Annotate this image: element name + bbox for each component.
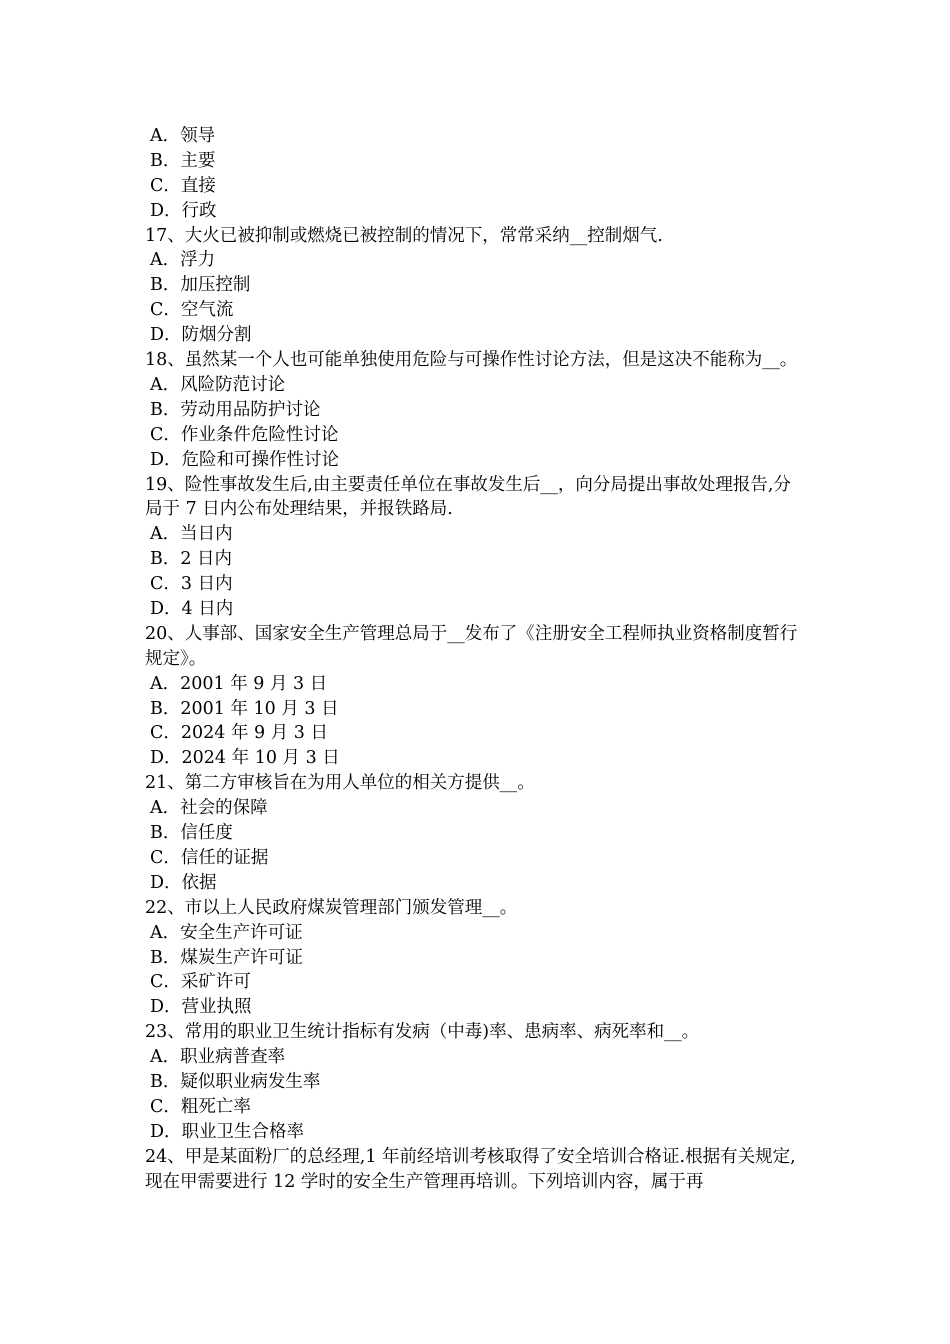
question-23 — [145, 1020, 808, 1144]
option-d: D．2024 年 10 月 3 日 — [150, 748, 340, 769]
option-c: C．作业条件危险性讨论 — [150, 424, 339, 445]
option-b: B．信任度 — [150, 823, 233, 844]
question-text: 19、险性事故发生后,由主要责任单位在事故发生后__，向分局提出事故处理报告,分局于 7 日内公布处理结果，并报铁路局. — [145, 474, 791, 520]
question-24 — [145, 1145, 808, 1195]
option-d: D．危险和可操作性讨论 — [150, 449, 340, 470]
option-c: C．粗死亡率 — [150, 1096, 251, 1117]
question-22 — [145, 896, 808, 1020]
question-18 — [145, 348, 808, 472]
question-text: 23、常用的职业卫生统计指标有发病（中毒)率、患病率、病死率和__。 — [145, 1022, 700, 1043]
question-text: 18、虽然某一个人也可能单独使用危险与可操作性讨论方法，但是这决不能称为__。 — [145, 350, 798, 371]
option-c: C．2024 年 9 月 3 日 — [150, 723, 329, 744]
question-text: 24、甲是某面粉厂的总经理,1 年前经培训考核取得了安全培训合格证.根据有关规定,现在甲需要进行 12 学时的安全生产管理再培训。下列培训内容，属于再 — [145, 1146, 796, 1192]
option-a: A．安全生产许可证 — [150, 922, 303, 943]
option-d: D．依据 — [150, 872, 217, 893]
option-d: D．4 日内 — [150, 598, 234, 619]
option-d: D．行政 — [150, 200, 217, 221]
option-a: A．浮力 — [150, 250, 216, 271]
option-d: D．职业卫生合格率 — [150, 1121, 305, 1142]
question-text: 21、第二方审核旨在为用人单位的相关方提供__。 — [145, 773, 535, 794]
option-b: B．加压控制 — [150, 275, 251, 296]
option-b: B．劳动用品防护讨论 — [150, 399, 321, 420]
question-text: 22、市以上人民政府煤炭管理部门颁发管理__。 — [145, 897, 518, 918]
option-b: B．疑似职业病发生率 — [150, 1071, 321, 1092]
option-d: D．营业执照 — [150, 997, 252, 1018]
question-19 — [145, 473, 808, 622]
option-a: A．社会的保障 — [150, 798, 268, 819]
option-c: C．直接 — [150, 175, 216, 196]
option-b: B．2 日内 — [150, 549, 233, 570]
question-21 — [145, 771, 808, 895]
leading-options — [145, 124, 808, 224]
document-page — [145, 124, 808, 1194]
option-a: A．当日内 — [150, 524, 233, 545]
question-text: 17、大火已被抑制或燃烧已被控制的情况下，常常采纳__控制烟气. — [145, 225, 663, 246]
option-c: C．信任的证据 — [150, 847, 269, 868]
option-c: C．空气流 — [150, 300, 234, 321]
option-a: A．职业病普查率 — [150, 1047, 286, 1068]
option-d: D．防烟分割 — [150, 325, 252, 346]
option-a: A．风险防范讨论 — [150, 374, 286, 395]
question-17 — [145, 224, 808, 348]
option-b: B．主要 — [150, 150, 216, 171]
question-text: 20、人事部、国家安全生产管理总局于__发布了《注册安全工程师执业资格制度暂行规定》。 — [145, 623, 798, 669]
question-20 — [145, 622, 808, 771]
option-a: A．领导 — [150, 126, 216, 146]
option-c: C．采矿许可 — [150, 972, 251, 993]
option-b: B．2001 年 10 月 3 日 — [150, 698, 339, 719]
option-b: B．煤炭生产许可证 — [150, 947, 303, 968]
option-a: A．2001 年 9 月 3 日 — [150, 673, 328, 694]
option-c: C．3 日内 — [150, 574, 233, 595]
